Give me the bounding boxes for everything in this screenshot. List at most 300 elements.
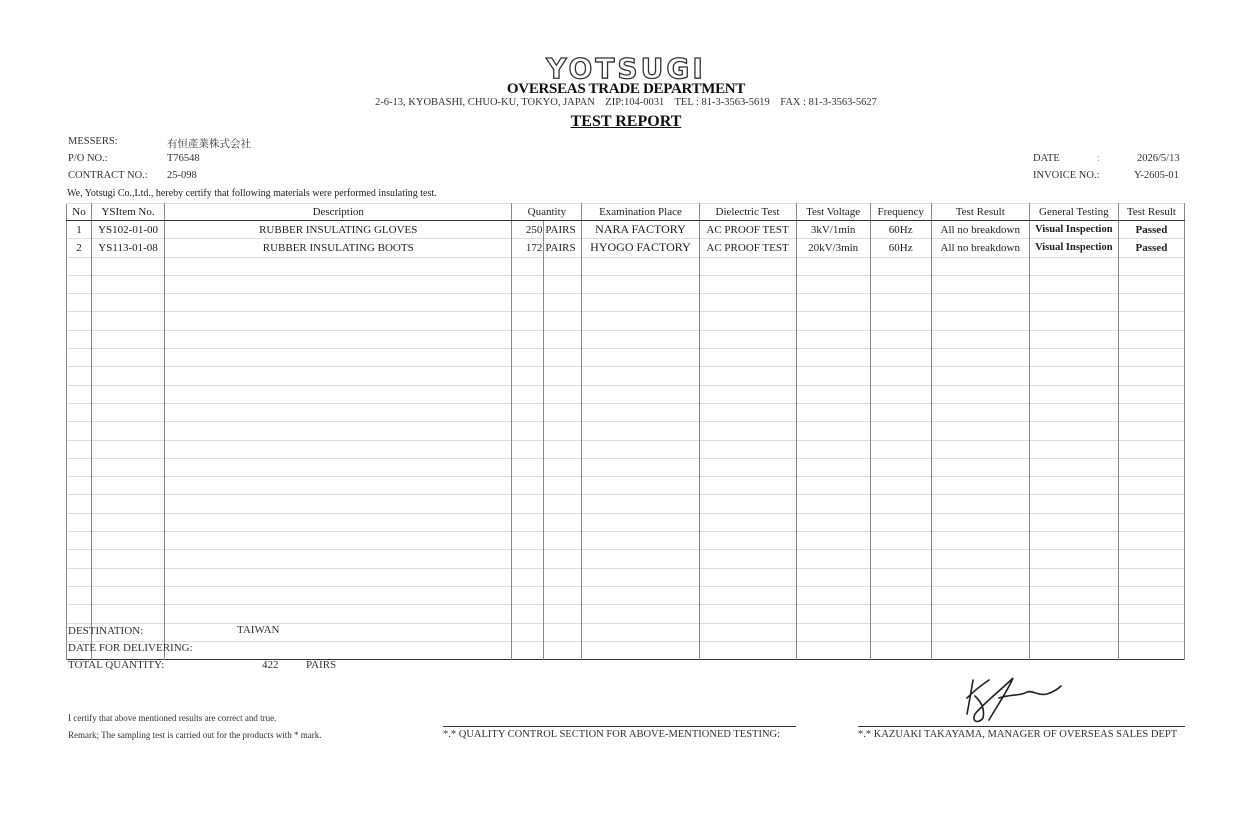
empty-cell xyxy=(544,623,582,641)
date-label: DATE xyxy=(1033,153,1060,164)
empty-cell xyxy=(1118,440,1184,458)
empty-cell xyxy=(165,495,512,513)
empty-cell xyxy=(92,605,165,623)
empty-cell xyxy=(512,477,544,495)
po-value: T76548 xyxy=(167,153,200,164)
empty-cell xyxy=(544,330,582,348)
empty-row xyxy=(67,294,1185,312)
empty-cell xyxy=(931,458,1029,476)
empty-row xyxy=(67,422,1185,440)
empty-cell xyxy=(544,349,582,367)
company-address: 2-6-13, KYOBASHI, CHUO-KU, TOKYO, JAPAN ZIP:104-0031 TEL : 81-3-3563-5619 FAX : 81-3-3563-5627 xyxy=(375,97,877,108)
empty-cell xyxy=(582,257,699,275)
empty-cell xyxy=(931,623,1029,641)
date-value: 2026/5/13 xyxy=(1137,153,1180,164)
col-general-testing: General Testing xyxy=(1029,204,1118,221)
empty-row xyxy=(67,312,1185,330)
empty-cell xyxy=(699,275,796,293)
empty-cell xyxy=(870,568,931,586)
empty-cell xyxy=(796,532,870,550)
empty-cell xyxy=(931,641,1029,659)
empty-row xyxy=(67,495,1185,513)
empty-cell xyxy=(796,349,870,367)
empty-cell xyxy=(92,586,165,604)
empty-cell xyxy=(699,495,796,513)
empty-cell xyxy=(582,330,699,348)
cell-voltage: 3kV/1min xyxy=(796,221,870,239)
empty-cell xyxy=(796,385,870,403)
empty-cell xyxy=(870,367,931,385)
empty-cell xyxy=(165,586,512,604)
empty-cell xyxy=(512,330,544,348)
empty-cell xyxy=(544,641,582,659)
empty-cell xyxy=(67,275,92,293)
empty-cell xyxy=(67,513,92,531)
empty-cell xyxy=(512,586,544,604)
empty-cell xyxy=(796,275,870,293)
empty-cell xyxy=(67,294,92,312)
empty-cell xyxy=(931,568,1029,586)
empty-cell xyxy=(512,550,544,568)
empty-cell xyxy=(165,294,512,312)
empty-cell xyxy=(870,605,931,623)
empty-cell xyxy=(512,495,544,513)
cell-frequency: 60Hz xyxy=(870,221,931,239)
cell-result-2: Passed xyxy=(1118,221,1184,239)
empty-cell xyxy=(1118,513,1184,531)
cell-frequency: 60Hz xyxy=(870,239,931,257)
empty-cell xyxy=(870,440,931,458)
empty-cell xyxy=(582,294,699,312)
empty-cell xyxy=(512,641,544,659)
test-results-table xyxy=(66,203,1185,660)
empty-cell xyxy=(67,532,92,550)
empty-cell xyxy=(512,403,544,421)
po-label: P/O NO.: xyxy=(68,153,108,164)
empty-cell xyxy=(796,330,870,348)
empty-cell xyxy=(931,349,1029,367)
messers-value: 有恒產業株式会社 xyxy=(167,139,251,150)
empty-row xyxy=(67,330,1185,348)
cell-dielectric: AC PROOF TEST xyxy=(699,239,796,257)
empty-cell xyxy=(870,349,931,367)
contract-label: CONTRACT NO.: xyxy=(68,170,148,181)
empty-cell xyxy=(544,550,582,568)
empty-cell xyxy=(1118,330,1184,348)
empty-cell xyxy=(544,403,582,421)
empty-cell xyxy=(92,257,165,275)
empty-cell xyxy=(870,275,931,293)
empty-cell xyxy=(1029,586,1118,604)
empty-cell xyxy=(1029,294,1118,312)
empty-cell xyxy=(582,495,699,513)
empty-cell xyxy=(1029,257,1118,275)
empty-cell xyxy=(92,294,165,312)
qc-signature-line: *.* QUALITY CONTROL SECTION FOR ABOVE-MENTIONED TESTING: xyxy=(443,726,796,740)
empty-cell xyxy=(1118,385,1184,403)
table-header-row xyxy=(67,204,1185,221)
empty-cell xyxy=(1029,385,1118,403)
empty-cell xyxy=(92,422,165,440)
empty-row xyxy=(67,477,1185,495)
empty-cell xyxy=(544,275,582,293)
empty-cell xyxy=(67,568,92,586)
empty-cell xyxy=(582,403,699,421)
cell-no: 2 xyxy=(67,239,92,257)
empty-cell xyxy=(67,257,92,275)
empty-cell xyxy=(870,550,931,568)
empty-cell xyxy=(931,605,1029,623)
empty-cell xyxy=(796,495,870,513)
empty-row xyxy=(67,367,1185,385)
empty-cell xyxy=(512,422,544,440)
empty-cell xyxy=(92,330,165,348)
col-exam-place: Examination Place xyxy=(582,204,699,221)
empty-cell xyxy=(1029,568,1118,586)
empty-cell xyxy=(582,532,699,550)
empty-cell xyxy=(92,477,165,495)
empty-cell xyxy=(1118,495,1184,513)
empty-cell xyxy=(1118,605,1184,623)
empty-cell xyxy=(67,330,92,348)
empty-cell xyxy=(870,513,931,531)
empty-cell xyxy=(512,532,544,550)
empty-cell xyxy=(931,294,1029,312)
empty-cell xyxy=(92,440,165,458)
empty-row xyxy=(67,385,1185,403)
empty-cell xyxy=(67,349,92,367)
empty-cell xyxy=(544,367,582,385)
invoice-label: INVOICE NO.: xyxy=(1033,170,1100,181)
empty-cell xyxy=(699,586,796,604)
invoice-value: Y-2605-01 xyxy=(1134,170,1179,181)
empty-cell xyxy=(582,568,699,586)
empty-cell xyxy=(544,605,582,623)
empty-cell xyxy=(796,586,870,604)
empty-cell xyxy=(544,477,582,495)
empty-cell xyxy=(1118,349,1184,367)
empty-cell xyxy=(165,440,512,458)
contract-value: 25-098 xyxy=(167,170,197,181)
empty-cell xyxy=(931,495,1029,513)
empty-cell xyxy=(544,495,582,513)
table-row xyxy=(67,221,1185,239)
empty-cell xyxy=(1118,257,1184,275)
empty-cell xyxy=(870,477,931,495)
empty-cell xyxy=(699,367,796,385)
empty-cell xyxy=(582,641,699,659)
date-separator: : xyxy=(1097,153,1100,164)
empty-cell xyxy=(1029,312,1118,330)
empty-cell xyxy=(67,367,92,385)
empty-cell xyxy=(870,532,931,550)
empty-cell xyxy=(870,495,931,513)
empty-row xyxy=(67,440,1185,458)
empty-cell xyxy=(1029,349,1118,367)
empty-cell xyxy=(870,586,931,604)
company-logo: YOTSUGI xyxy=(546,52,706,85)
empty-cell xyxy=(870,403,931,421)
empty-cell xyxy=(931,532,1029,550)
empty-row xyxy=(67,257,1185,275)
empty-cell xyxy=(1118,623,1184,641)
empty-cell xyxy=(92,385,165,403)
empty-cell xyxy=(796,403,870,421)
empty-cell xyxy=(699,294,796,312)
total-quantity-unit: PAIRS xyxy=(306,659,337,671)
empty-row xyxy=(67,568,1185,586)
empty-cell xyxy=(1118,568,1184,586)
empty-row xyxy=(67,349,1185,367)
empty-cell xyxy=(512,385,544,403)
empty-row xyxy=(67,275,1185,293)
empty-cell xyxy=(1029,532,1118,550)
manager-signature-line: *.* KAZUAKI TAKAYAMA, MANAGER OF OVERSEAS SALES DEPT xyxy=(858,726,1185,740)
empty-cell xyxy=(796,513,870,531)
empty-cell xyxy=(931,312,1029,330)
col-no: No xyxy=(67,204,92,221)
empty-cell xyxy=(67,605,92,623)
empty-cell xyxy=(544,422,582,440)
empty-cell xyxy=(796,312,870,330)
empty-cell xyxy=(796,294,870,312)
empty-cell xyxy=(1029,275,1118,293)
empty-cell xyxy=(582,586,699,604)
empty-cell xyxy=(1118,294,1184,312)
certify-note: I certify that above mentioned results are correct and true. xyxy=(68,713,277,723)
empty-cell xyxy=(931,477,1029,495)
col-voltage: Test Voltage xyxy=(796,204,870,221)
delivering-label: DATE FOR DELIVERING: xyxy=(68,642,193,654)
empty-cell xyxy=(1029,495,1118,513)
cell-qty: 172 xyxy=(512,239,544,257)
empty-cell xyxy=(796,367,870,385)
empty-cell xyxy=(67,312,92,330)
empty-cell xyxy=(582,623,699,641)
empty-cell xyxy=(1029,623,1118,641)
empty-cell xyxy=(1029,403,1118,421)
empty-cell xyxy=(870,257,931,275)
destination-value: TAIWAN xyxy=(237,624,280,636)
empty-cell xyxy=(699,403,796,421)
empty-cell xyxy=(699,349,796,367)
empty-cell xyxy=(92,495,165,513)
empty-cell xyxy=(582,605,699,623)
empty-cell xyxy=(92,403,165,421)
empty-cell xyxy=(92,550,165,568)
empty-cell xyxy=(870,385,931,403)
empty-cell xyxy=(165,550,512,568)
empty-cell xyxy=(699,257,796,275)
empty-cell xyxy=(931,275,1029,293)
empty-cell xyxy=(699,458,796,476)
empty-cell xyxy=(1029,477,1118,495)
empty-cell xyxy=(796,257,870,275)
empty-cell xyxy=(1029,550,1118,568)
cell-no: 1 xyxy=(67,221,92,239)
cell-result-2: Passed xyxy=(1118,239,1184,257)
empty-cell xyxy=(582,349,699,367)
empty-cell xyxy=(931,586,1029,604)
empty-cell xyxy=(931,422,1029,440)
empty-cell xyxy=(165,330,512,348)
empty-cell xyxy=(512,367,544,385)
empty-cell xyxy=(582,550,699,568)
report-title: TEST REPORT xyxy=(570,113,682,130)
empty-cell xyxy=(931,513,1029,531)
empty-cell xyxy=(544,294,582,312)
empty-cell xyxy=(165,422,512,440)
empty-cell xyxy=(699,385,796,403)
empty-cell xyxy=(67,440,92,458)
empty-cell xyxy=(512,623,544,641)
empty-cell xyxy=(582,367,699,385)
cell-ysitem: YS113-01-08 xyxy=(92,239,165,257)
empty-cell xyxy=(92,568,165,586)
empty-cell xyxy=(931,330,1029,348)
empty-row xyxy=(67,513,1185,531)
empty-cell xyxy=(165,477,512,495)
empty-cell xyxy=(544,532,582,550)
empty-cell xyxy=(1118,458,1184,476)
cell-general: Visual Inspection xyxy=(1029,221,1118,239)
empty-cell xyxy=(512,568,544,586)
empty-cell xyxy=(512,257,544,275)
cell-dielectric: AC PROOF TEST xyxy=(699,221,796,239)
empty-cell xyxy=(1118,312,1184,330)
empty-cell xyxy=(92,532,165,550)
empty-cell xyxy=(931,440,1029,458)
certification-statement: We, Yotsugi Co.,Ltd., hereby certify that following materials were performed insulating test. xyxy=(67,188,437,199)
empty-cell xyxy=(931,257,1029,275)
empty-cell xyxy=(544,513,582,531)
empty-cell xyxy=(870,422,931,440)
empty-cell xyxy=(165,532,512,550)
empty-cell xyxy=(699,477,796,495)
empty-cell xyxy=(1118,422,1184,440)
empty-cell xyxy=(1118,550,1184,568)
empty-row xyxy=(67,586,1185,604)
empty-cell xyxy=(165,367,512,385)
empty-cell xyxy=(544,257,582,275)
empty-cell xyxy=(1029,641,1118,659)
total-quantity-value: 422 xyxy=(262,659,279,671)
empty-cell xyxy=(92,275,165,293)
empty-cell xyxy=(1118,532,1184,550)
empty-cell xyxy=(67,385,92,403)
empty-cell xyxy=(870,623,931,641)
empty-cell xyxy=(512,312,544,330)
empty-cell xyxy=(796,440,870,458)
empty-cell xyxy=(582,477,699,495)
empty-cell xyxy=(165,403,512,421)
empty-cell xyxy=(1029,330,1118,348)
cell-general: Visual Inspection xyxy=(1029,239,1118,257)
cell-unit: PAIRS xyxy=(544,239,582,257)
empty-cell xyxy=(92,312,165,330)
empty-cell xyxy=(796,458,870,476)
empty-cell xyxy=(699,312,796,330)
empty-cell xyxy=(582,422,699,440)
empty-cell xyxy=(699,550,796,568)
empty-cell xyxy=(699,568,796,586)
empty-cell xyxy=(165,349,512,367)
empty-cell xyxy=(544,312,582,330)
empty-cell xyxy=(1118,477,1184,495)
empty-cell xyxy=(1029,458,1118,476)
col-frequency: Frequency xyxy=(870,204,931,221)
empty-cell xyxy=(512,294,544,312)
empty-cell xyxy=(796,568,870,586)
empty-cell xyxy=(796,477,870,495)
empty-cell xyxy=(699,513,796,531)
empty-row xyxy=(67,458,1185,476)
empty-cell xyxy=(165,458,512,476)
empty-cell xyxy=(1118,367,1184,385)
empty-row xyxy=(67,532,1185,550)
empty-cell xyxy=(1118,641,1184,659)
empty-cell xyxy=(582,458,699,476)
empty-cell xyxy=(544,458,582,476)
empty-row xyxy=(67,641,1185,659)
empty-cell xyxy=(870,312,931,330)
cell-unit: PAIRS xyxy=(544,221,582,239)
empty-cell xyxy=(699,641,796,659)
empty-cell xyxy=(165,275,512,293)
cell-ysitem: YS102-01-00 xyxy=(92,221,165,239)
empty-cell xyxy=(512,440,544,458)
empty-cell xyxy=(544,568,582,586)
empty-cell xyxy=(699,440,796,458)
empty-cell xyxy=(165,257,512,275)
empty-cell xyxy=(165,312,512,330)
empty-cell xyxy=(870,458,931,476)
empty-cell xyxy=(582,440,699,458)
empty-cell xyxy=(699,422,796,440)
remark-note: Remark; The sampling test is carried out for the products with * mark. xyxy=(68,730,322,740)
cell-description: RUBBER INSULATING BOOTS xyxy=(165,239,512,257)
empty-cell xyxy=(67,422,92,440)
empty-cell xyxy=(165,623,512,641)
empty-cell xyxy=(512,349,544,367)
col-description: Description xyxy=(165,204,512,221)
empty-cell xyxy=(699,623,796,641)
empty-cell xyxy=(931,403,1029,421)
col-test-result-2: Test Result xyxy=(1118,204,1184,221)
empty-cell xyxy=(1118,275,1184,293)
empty-cell xyxy=(67,586,92,604)
empty-cell xyxy=(699,605,796,623)
total-quantity-label: TOTAL QUANTITY: xyxy=(68,659,165,671)
col-ysitem: YSItem No. xyxy=(92,204,165,221)
empty-cell xyxy=(544,440,582,458)
empty-row xyxy=(67,550,1185,568)
empty-cell xyxy=(92,349,165,367)
empty-cell xyxy=(512,513,544,531)
empty-cell xyxy=(165,605,512,623)
empty-cell xyxy=(1029,422,1118,440)
cell-place: HYOGO FACTORY xyxy=(582,239,699,257)
empty-row xyxy=(67,605,1185,623)
empty-cell xyxy=(512,275,544,293)
empty-cell xyxy=(67,495,92,513)
empty-cell xyxy=(92,513,165,531)
empty-cell xyxy=(544,385,582,403)
empty-cell xyxy=(1029,605,1118,623)
cell-place: NARA FACTORY xyxy=(582,221,699,239)
empty-cell xyxy=(1118,586,1184,604)
cell-description: RUBBER INSULATING GLOVES xyxy=(165,221,512,239)
